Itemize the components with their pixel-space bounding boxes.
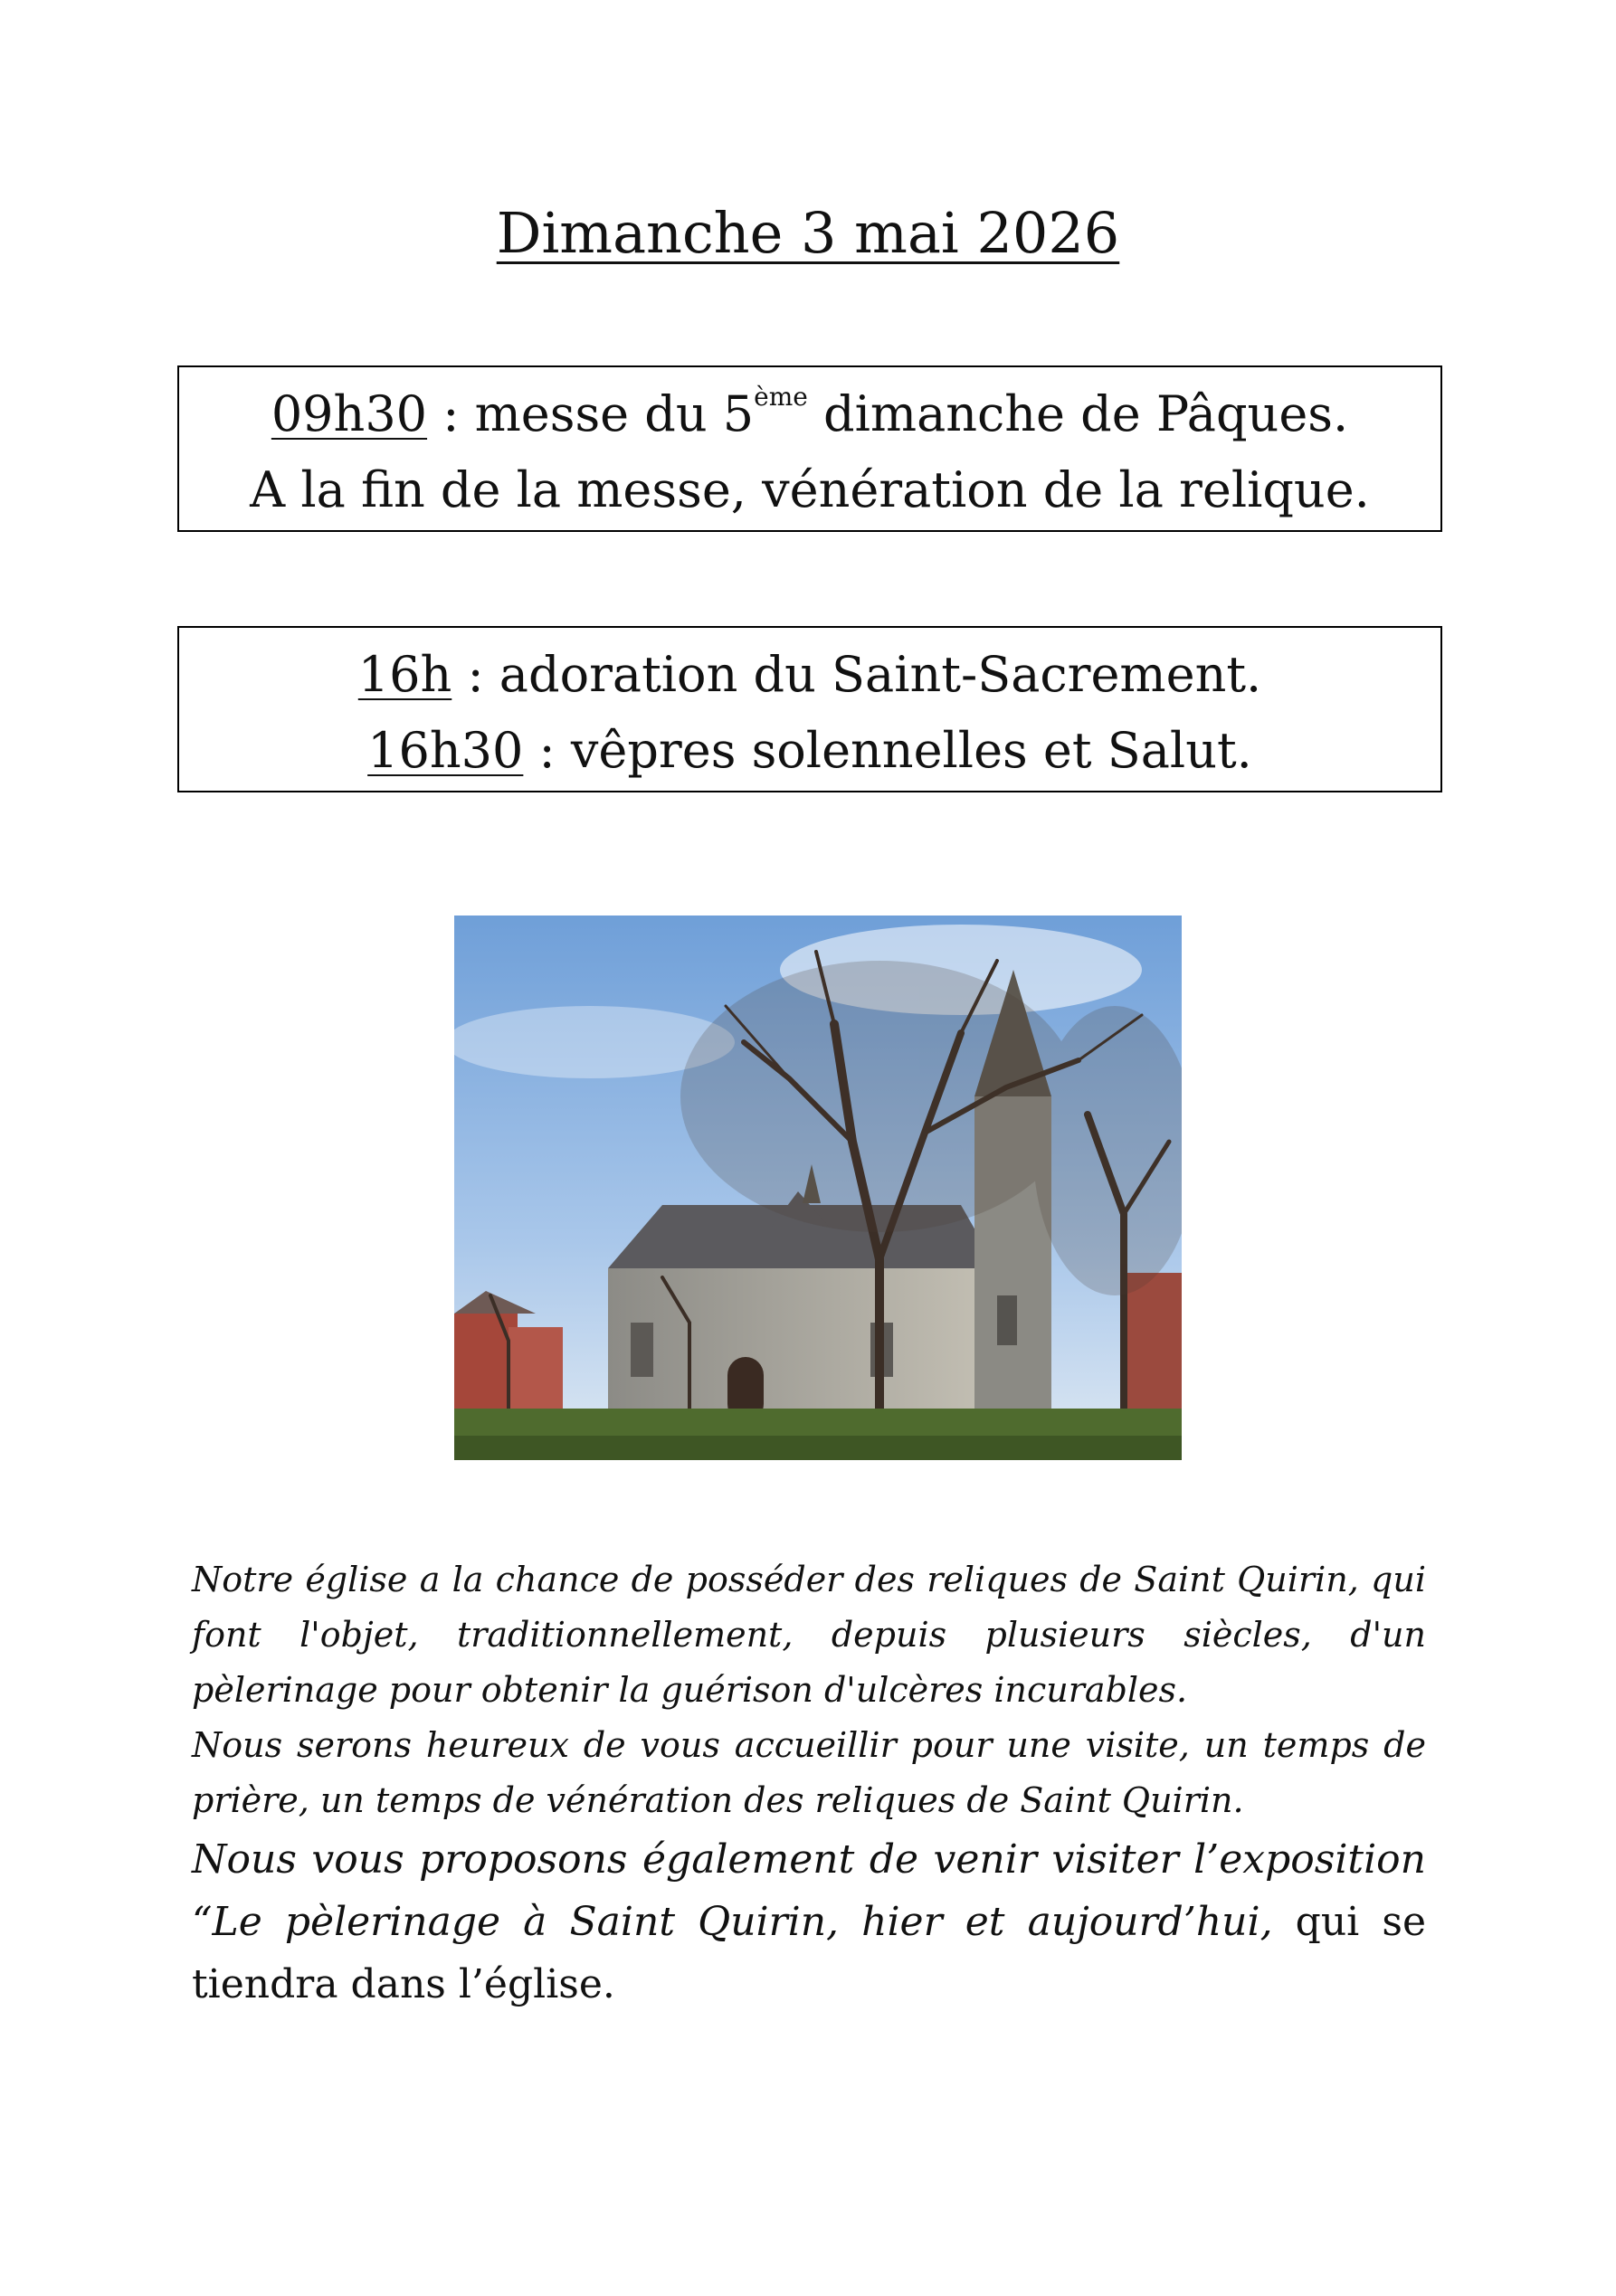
mass-text-end: dimanche de Pâques.	[807, 385, 1349, 442]
vespers-text: : vêpres solennelles et Salut.	[523, 722, 1252, 779]
schedule-line-mass	[179, 376, 1440, 452]
church-photo	[454, 916, 1182, 1460]
adoration-text: : adoration du Saint-Sacrement.	[452, 646, 1262, 703]
ordinal-suffix: ème	[754, 382, 808, 412]
schedule-line-vespers	[179, 713, 1440, 789]
page-title-text: Dimanche 3 mai 2026	[496, 200, 1120, 266]
page-title	[0, 197, 1616, 270]
exhibition-text-italic: Nous vous proposons également de venir visiter l’exposition “Le pèlerinage à Saint Quirin, hier et aujourd’hui,	[192, 1836, 1426, 1945]
exhibition-text-upright: qui se tiendra dans l’église.	[192, 1899, 1426, 2007]
description-paragraph-2: Nous serons heureux de vous accueillir pour une visite, un temps de prière, un temps de vénération des reliques de Saint Quirin.	[192, 1725, 1426, 1820]
schedule-line-relic: A la fin de la messe, vénération de la relique.	[250, 461, 1370, 518]
schedule-box-afternoon	[177, 626, 1442, 792]
description-paragraph-1: Notre église a la chance de posséder des reliques de Saint Quirin, qui font l'objet, traditionnellement, depuis plusieurs siècles, d'un pèlerinage pour obtenir la guérison d'ulcères incurables.	[192, 1560, 1426, 1710]
time-16h: 16h	[357, 646, 452, 703]
schedule-line-adoration	[179, 637, 1440, 713]
time-0930: 09h30	[271, 385, 428, 442]
time-16h30: 16h30	[367, 722, 524, 779]
schedule-box-morning	[177, 365, 1442, 532]
mass-text-start: : messe du 5	[427, 385, 755, 442]
description-paragraph-3	[192, 1828, 1426, 2016]
description	[192, 1552, 1426, 2016]
